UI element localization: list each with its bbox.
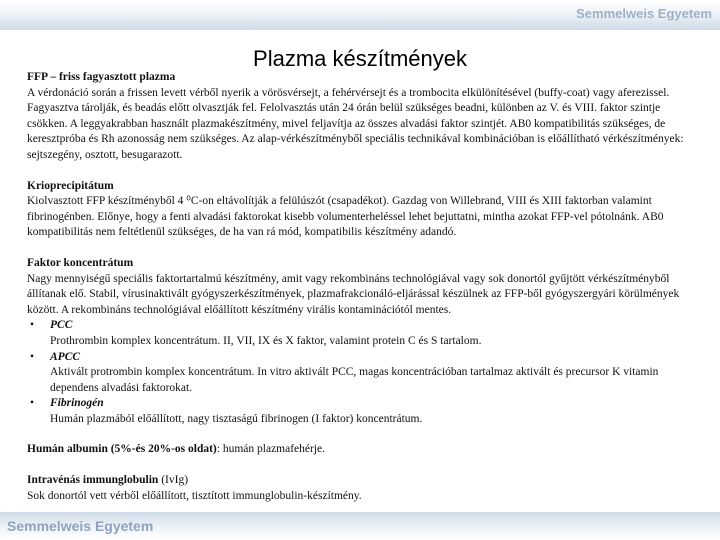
- section-heading: Humán albumin (5%-és 20%-os oldat): [27, 443, 217, 456]
- section-ffp: [27, 70, 697, 164]
- list-item: [27, 396, 697, 427]
- page-title: Plazma készítmények: [253, 46, 467, 71]
- section-text: Kiolvasztott FFP készítményből 4 ⁰C-on eltávolítják a felülúszót (csapadékot). Gazdag von Willebrand, VIII és XIII faktorban valamint fibrinogénben. Előnye, hogy a fenti alvadási faktorokat kisebb volumenterheléssel lehet bejuttatni, mintha azokat FFP-vel pótolnánk. AB0 kompatibilitás nem feltétlenül szükséges, de ha van rá mód, kompatibilis készítmény adandó.: [27, 195, 664, 239]
- item-name: Fibrinogén: [50, 397, 104, 410]
- section-text: Nagy mennyiségű speciális faktortartalmú készítmény, amit vagy rekombináns technológiával vagy sok donortól gyűjtött vérkészítményből állítanak elő. Stabil, vírusinaktivált gyógyszerkészítmények, plazmafrakcionáló-eljárással készülnek az FFP-ből gyógyszergyári körülmények között. A rekombináns technológiával előállított készítmény virális kontaminációtól mentes.: [27, 272, 680, 316]
- item-name: APCC: [50, 350, 81, 363]
- heading-suffix: (IvIg): [158, 474, 189, 487]
- section-krioprecipitatum: [27, 179, 697, 241]
- item-desc: Prothrombin komplex koncentrátum. II, VII, IX és X faktor, valamint protein C és S tartalom.: [50, 334, 482, 347]
- header-bar: [0, 0, 720, 30]
- section-ivig: [27, 473, 697, 504]
- bullet: •: [30, 397, 35, 410]
- footer-bar: [0, 512, 720, 540]
- section-heading: FFP – friss fagyasztott plazma: [27, 71, 176, 83]
- product-list: [27, 318, 697, 427]
- bullet: •: [30, 350, 35, 363]
- list-item: [27, 318, 697, 349]
- section-heading: Intravénás immunglobulin: [27, 474, 159, 487]
- list-item: [27, 350, 697, 397]
- header-brand: Semmelweis Egyetem: [576, 6, 712, 21]
- bullet: •: [30, 319, 35, 332]
- section-text: : humán plazmafehérje.: [216, 443, 326, 456]
- section-heading: Krioprecipitátum: [27, 179, 114, 192]
- content: [27, 70, 697, 519]
- item-desc: Humán plazmából előállított, nagy tisztaságú fibrinogen (I faktor) koncentrátum.: [50, 412, 423, 425]
- section-faktor-koncentratum: [27, 256, 697, 428]
- section-albumin: [27, 442, 697, 458]
- footer-brand: Semmelweis Egyetem: [7, 518, 154, 534]
- section-text: Sok donortól vett vérből előállított, tisztított immunglobulin-készítmény.: [27, 489, 362, 502]
- section-heading: Faktor koncentrátum: [27, 256, 134, 269]
- section-text: A vérdonáció során a frissen levett vérből nyerik a vörösvérsejt, a fehérvérsejt és a trombocita elkülönítésével (buffy-coat) vagy aferezissel. Fagyasztva tárolják, és beadás előtt olvasztják fel. Felolvasztás után 24 órán belül szükséges beadni, különben az V. és VIII. faktor szintje csökken. A leggyakrabban használt plazmakészítmény, mivel feljavítja az összes alvadási faktor szintjét. AB0 kompatibilitás szükséges, de keresztpróba és Rh azonosság nem szükséges. Az alap-vérkészítményből speciális technikával kombinációban is előállítható vérkészítmények: sejtszegény, osztott, besugarazott.: [27, 86, 684, 161]
- item-desc: Aktivált protrombin komplex koncentrátum. In vitro aktivált PCC, magas koncentrációban tartalmaz aktivált és precursor K vitamin dependens alvadási faktorokat.: [50, 366, 659, 394]
- item-name: PCC: [50, 319, 73, 332]
